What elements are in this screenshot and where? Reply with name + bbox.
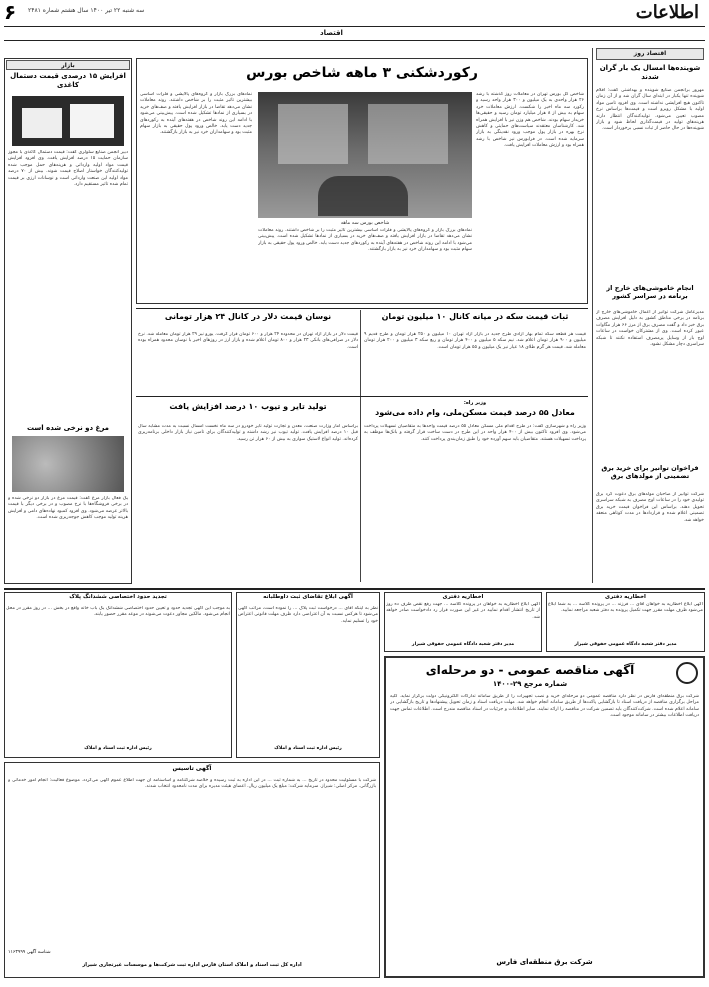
article-body: وزیر راه و شهرسازی گفت: در طرح اقدام ملی مسکن معادل ۵۵ درصد قیمت واحدها به متقاضیان تسهیلات پرداخت می‌شود. وی افزود تاکنون بیش از ۴۰۰ هزار واحد در این طرح در دست ساخت قرار گرفته و بانک‌ها موظف به پرداخت تسهیلات هستند. متقاضیان باید سهم آورده خود را طبق زمان‌بندی پرداخت کنند.: [364, 424, 586, 442]
notice-code: شناسه آگهی ۱۱۶۳۹۹۹: [8, 950, 51, 955]
article-body: قیمت دلار در بازار آزاد تهران در محدوده ۲۴ هزار و ۶۰۰ تومان قرار گرفت. یورو نیز ۲۹ هزار تومان معامله شد. نرخ دلار در صرافی‌های بانکی ۲۳ هزار و ۸۰۰ تومان اعلام شده و بازار ارز در روزهای اخیر با نوسان محدود همراه بوده است.: [138, 332, 358, 350]
photo-people-icon: [318, 176, 408, 216]
article-title: تولید تایر و تیوب ۱۰ درصد افزایش یافت: [169, 402, 327, 411]
article-title: معادل ۵۵ درصد قیمت مسکن‌ملی، وام داده می‌شود: [375, 408, 575, 417]
masthead: [0, 0, 709, 37]
utility-logo-icon: [676, 662, 698, 684]
ad-footer: رئیس اداره ثبت اسناد و املاک: [84, 746, 152, 751]
ad-title: اخطاریه دفتری: [605, 594, 646, 600]
ad-body: آگهی ابلاغ اخطاریه به خواهان در پرونده کلاسه ... جهت رفع نقص ظرف ده روز از تاریخ انتشار اقدام نمایید در غیر این صورت قرار رد دادخواست صادر خواهد شد.: [386, 602, 540, 620]
date-line: سه شنبه ۲۲ تیر ۱۴۰۰ سال هشتم شماره ۲۴۸۱: [28, 7, 145, 14]
section-title: اقتصاد: [320, 29, 343, 37]
ad-footer: مدیر دفتر شعبه دادگاه عمومی حقوقی شیراز: [411, 642, 515, 647]
photo-caption: شاخص بورس سه ماهه: [340, 220, 390, 226]
ad-title: تجدید حدود اختصاصی ششدانگ پلاک: [69, 594, 167, 600]
main-lead: شاخص کل بورس تهران در معاملات روز گذشته با رشد ۲۶ هزار واحدی به یک میلیون و ۳۰۰ هزار واحد رسید و رکورد سه ماه اخیر را شکست. ارزش معاملات خرد سهام به بیش از ۸ هزار میلیارد تومان رسید و حقیقی‌ها خریدار سهام بودند. شاخص هم وزن نیز با افزایش همراه شد. کارشناسان معتقدند سیاست‌های حمایتی و کاهش نرخ بهره در بازار پول موجب ورود نقدینگی به بازار سرمایه شده است. در فرابورس نیز شاخص با رشد همراه بود و ارزش معاملات افزایش یافت.: [476, 92, 584, 149]
section-badge: بازار: [6, 60, 130, 70]
photo-screen-icon: [278, 104, 348, 164]
article-title: انجام خاموشی‌های خارج از برنامه در سراسر کشور: [606, 284, 694, 301]
chicken-photo: [12, 436, 124, 492]
tender-subtitle: شماره مرجع ۲۹-۱۴۰۰: [492, 680, 568, 688]
article-body: مدیرعامل شرکت توانیر از اعمال خاموشی‌های خارج از برنامه در برخی مناطق کشور به دلیل افزایش مصرف برق خبر داد و گفت مصرف برق از مرز ۶۶ هزار مگاوات عبور کرده است. وی از مشترکان خواست در ساعات اوج بار از وسایل پرمصرف استفاده نکنند تا شبکه سراسری دچار مشکل نشود.: [596, 310, 704, 348]
article-title: نوسان قیمت دلار در کانال ۲۴ هزار تومانی: [164, 312, 332, 321]
tissue-box-photo: [12, 96, 124, 146]
article-body: قیمت هر قطعه سکه تمام بهار آزادی طرح جدید در بازار آزاد تهران ۱۰ میلیون و ۲۵۰ هزار تومان و طرح قدیم ۹ میلیون و ۹۰۰ هزار تومان اعلام شد. نیم سکه ۵ میلیون و ۴۰۰ هزار تومان و ربع سکه ۳ میلیون و ۲۰۰ هزار تومان معامله شد. قیمت هر گرم طلای ۱۸ عیار نیز یک میلیون و ۵۵ هزار تومان است.: [364, 332, 586, 350]
article-kicker: وزیر راه:: [463, 400, 487, 406]
article-body: براساس آمار وزارت صنعت، معدن و تجارت تولید تایر خودرو در سه ماه نخست امسال نسبت به مدت مشابه سال قبل ۱۰ درصد افزایش یافت. تولید تیوب نیز رشد داشته و تولیدکنندگان برای تامین نیاز بازار داخلی برنامه‌ریزی کرده‌اند. تولید انواع لاستیک سواری به بیش از ۶۰ هزار تن رسید.: [138, 424, 358, 442]
ad-footer: مدیر دفتر شعبه دادگاه عمومی حقوقی شیراز: [574, 642, 677, 647]
notice-body: شرکت با مسئولیت محدود در تاریخ ... به شماره ثبت ... در این اداره به ثبت رسیده و خلاصه شرکتنامه و اساسنامه آن جهت اطلاع عموم آگهی می‌گردد. موضوع فعالیت: انجام امور خدماتی و بازرگانی. مرکز اصلی: شیراز. سرمایه شرکت: مبلغ یک میلیون ریال. اعضای هیئت مدیره برای مدت نامحدود انتخاب شدند.: [8, 778, 376, 790]
article-title: شوینده‌ها امسال یک بار گران شدند: [599, 64, 701, 81]
article-title: فراخوان توانیر برای خرید برق تضمینی از مولدهای برق: [601, 464, 699, 481]
article-body: مهرور برانجمن صنایع شوینده و بهداشتی گفت: اقلام شوینده تنها یکبار در ابتدای سال گران شد و از آن زمان تاکنون هیچ افزایشی نداشته است. وی افزود تامین مواد اولیه با مشکل روبرو است و قیمت‌ها براساس نرخ مصوب تعیین می‌شود. تولیدکنندگان انتظار دارند هزینه‌های تولید در قیمت‌گذاری لحاظ شود و بازار شوینده‌ها در حال حاضر از ثبات نسبی برخوردار است.: [596, 88, 704, 132]
article-title: افزایش ۱۵ درصدی قیمت دستمال کاغذی: [10, 72, 126, 89]
stock-exchange-photo: [258, 92, 472, 218]
main-column: نمادهای بزرگ بازار و گروه‌های پالایشی و فلزات اساسی بیشترین تاثیر مثبت را بر شاخص داشتند. روند معاملات نشان می‌دهد تقاضا در بازار افزایش یافته و صف‌های خرید در بسیاری از نمادها تشکیل شده است. پیش‌بینی می‌شود با ادامه این روند شاخص در هفته‌های آینده به رکوردهای جدید دست یابد. خالص ورود پول حقیقی به بازار سهام مثبت بود و سهامداران خرد نیز به بازار بازگشتند.: [140, 92, 252, 136]
tender-body: شرکت برق منطقه‌ای فارس در نظر دارد مناقصه عمومی دو مرحله‌ای خرید و نصب تجهیزات را از طریق سامانه تدارکات الکترونیکی دولت برگزار نماید. کلیه مراحل برگزاری مناقصه از دریافت اسناد تا بازگشایی پاکت‌ها از طریق سامانه انجام خواهد شد. مهلت دریافت اسناد و زمان تحویل پیشنهادها و تاریخ بازگشایی در سامانه اعلام شده است. شرکت‌کنندگان باید تضمین شرکت در مناقصه را ارائه نمایند. سایر اطلاعات و جزئیات در اسناد مناقصه مندرج است. اطلاعات تماس جهت دریافت اطلاعات بیشتر در سامانه موجود است.: [390, 694, 699, 719]
article-body: یک فعال بازار مرغ گفت: قیمت مرغ در بازار دو نرخی شده و در برخی فروشگاه‌ها با نرخ مصوب و در برخی دیگر با قیمت بالاتر عرضه می‌شود. وی افزود کمبود نهاده‌های دامی و افزایش هزینه تولید موجب کاهش جوجه‌ریزی شده است.: [8, 496, 128, 521]
article-title: ثبات قیمت سکه در میانه کانال ۱۰ میلیون تومان: [381, 312, 569, 321]
tender-organization: شرکت برق منطقه‌ای فارس: [496, 958, 593, 966]
ad-body: به موجب این آگهی تجدید حدود و تعیین حدود اختصاصی ششدانگ یک باب خانه واقع در بخش ... در روز مقرر در محل انجام می‌شود. مالکین مجاور دعوت می‌شوند در موعد مقرر حضور یابند.: [6, 606, 230, 618]
article-body: دبیر انجمن صنایع سلولزی گفت: قیمت دستمال کاغذی با مجوز سازمان حمایت ۱۵ درصد افزایش یافت. وی افزود افزایش قیمت مواد اولیه وارداتی و هزینه‌های حمل موجب شده تولیدکنندگان خواستار اصلاح قیمت شوند. بیش از ۷۰ درصد مواد اولیه این صنعت وارداتی است و نوسانات ارزی بر قیمت تمام شده تاثیر مستقیم دارد.: [8, 150, 128, 188]
tender-title: آگهی مناقصه عمومی - دو مرحله‌ای: [425, 663, 635, 677]
section-badge: اقتصاد روز: [596, 48, 704, 60]
ad-title: اخطاریه دفتری: [442, 594, 484, 600]
page-number: ۶: [4, 0, 17, 24]
ad-footer: رئیس اداره ثبت اسناد و املاک: [274, 746, 342, 751]
notice-footer: اداره کل ثبت اسناد و املاک استان فارس اداره ثبت شرکت‌ها و موسسات غیرتجاری شیراز: [82, 962, 302, 968]
tissue-icon: [70, 104, 114, 138]
main-headline: رکوردشکنی ۳ ماهه شاخص بورس: [246, 65, 478, 81]
ad-body: آگهی ابلاغ اخطاریه به خواهان آقای ... فرزند ... در پرونده کلاسه ... به شما ابلاغ می‌شود ظرف مهلت مقرر جهت تکمیل پرونده به دفتر شعبه مراجعه نمایید.: [548, 602, 703, 614]
main-column: نمادهای بزرگ بازار و گروه‌های پالایشی و فلزات اساسی بیشترین تاثیر مثبت را بر شاخص داشتند. روند معاملات نشان می‌دهد تقاضا در بازار افزایش یافته و صف‌های خرید در بسیاری از نمادها تشکیل شده است. پیش‌بینی می‌شود با ادامه این روند شاخص در هفته‌های آینده به رکوردهای جدید دست یابد. خالص ورود پول حقیقی به بازار سهام مثبت بود و سهامداران خرد نیز به بازار بازگشتند.: [258, 228, 472, 253]
photo-screen-icon: [368, 104, 448, 164]
notice-title: آگهی تاسیس: [172, 765, 212, 772]
newspaper-logo: اطلاعات: [635, 2, 699, 23]
tissue-icon: [22, 108, 62, 138]
ad-title: آگهی ابلاغ تقاضای ثبت داوطلبانه: [263, 594, 353, 600]
ad-body: نظر به اینکه آقای ... درخواست ثبت پلاک ... را نموده است، مراتب آگهی می‌شود تا هرکس نسبت به آن اعتراضی دارد ظرف مهلت قانونی اعتراض خود را تسلیم نماید.: [238, 606, 378, 624]
article-body: شرکت توانیر از صاحبان مولدهای برق دعوت کرد برق تولیدی خود را در ساعات اوج مصرف به شبکه سراسری تحویل دهند. براساس این فراخوان قیمت خرید برق تضمینی اعلام شده و قراردادها در مدت کوتاهی منعقد خواهد شد.: [596, 492, 704, 523]
sidebar-right: [596, 48, 704, 583]
article-title: مرغ دو نرخی شده است: [26, 424, 110, 432]
